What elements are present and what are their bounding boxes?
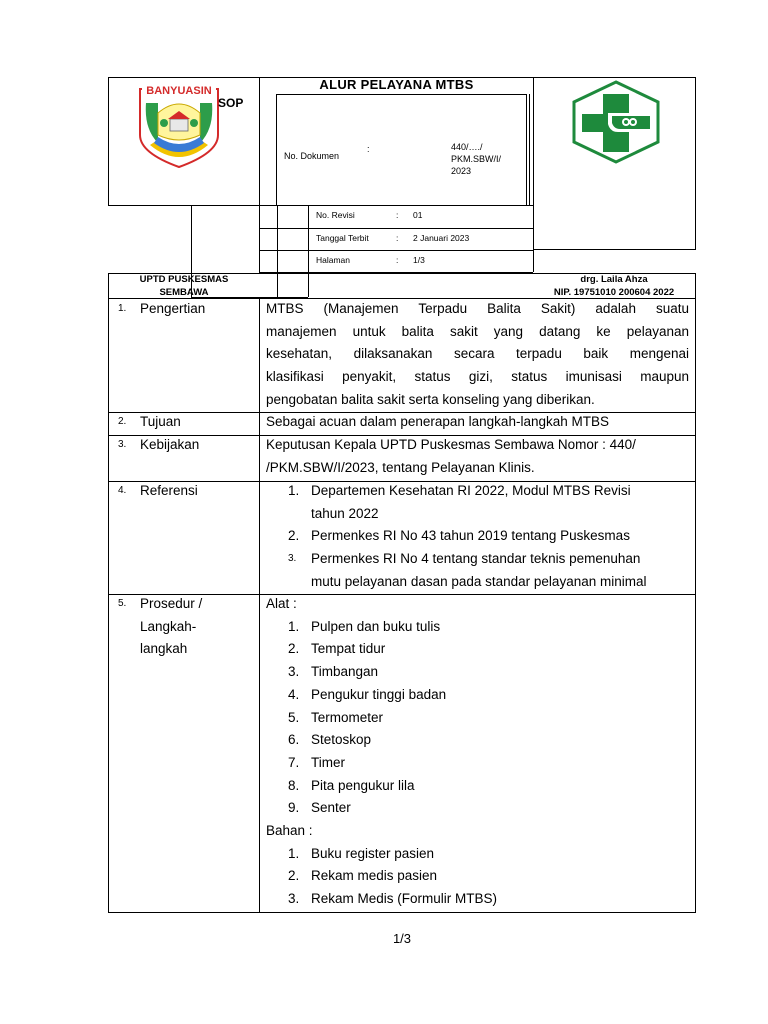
list-number: 9. <box>288 800 300 816</box>
list-item <box>266 661 690 684</box>
list-item <box>266 525 690 548</box>
tujuan-text: Sebagai acuan dalam penerapan langkah-langkah MTBS <box>266 414 609 429</box>
text-line: tahun 2022 <box>311 505 379 521</box>
text-line: Permenkes RI No 43 tahun 2019 tentang Puskesmas <box>311 528 630 544</box>
banyuasin-logo <box>136 83 222 169</box>
list-item <box>266 843 690 866</box>
bahan-list <box>266 843 690 911</box>
list-item <box>266 616 690 639</box>
list-text: Buku register pasien <box>311 845 435 861</box>
kebijakan-text <box>266 434 690 479</box>
list-text: Pengukur tinggi badan <box>311 686 447 702</box>
text-line: Departemen Kesehatan RI 2022, Modul MTBS Revisi <box>311 483 631 498</box>
list-text: Senter <box>311 800 351 816</box>
list-item <box>266 480 690 525</box>
doc-no-colon: : <box>367 144 370 154</box>
list-number: 2. <box>288 868 300 884</box>
list-text: Pulpen dan buku tulis <box>311 618 441 634</box>
list-number: 1. <box>288 483 300 498</box>
text-line: mutu pelayanan dasan pada standar pelayanan minimal <box>311 573 647 589</box>
list-item <box>266 865 690 888</box>
section-number: 3. <box>118 439 127 450</box>
list-text: Tempat tidur <box>311 641 386 657</box>
text-line: manajemen untuk balita sakit yang datang ke pelayanan <box>266 323 689 339</box>
list-number: 3. <box>288 664 300 680</box>
list-text: Timer <box>311 754 345 770</box>
sop-label: SOP <box>218 96 244 110</box>
doc-no-label: No. Dokumen <box>284 151 340 161</box>
text-line: klasifikasi penyakit, status gizi, status imunisasi maupun <box>266 369 689 385</box>
unit-name-line: SEMBAWA <box>159 287 209 298</box>
section-label-pengertian: Pengertian <box>140 301 206 316</box>
page-colon: : <box>396 255 399 265</box>
list-number: 1. <box>288 618 300 634</box>
text-line: kesehatan, dilaksanakan secara terpadu baik mengenai <box>266 346 689 362</box>
list-text: Rekam medis pasien <box>311 868 438 884</box>
text-line: Keputusan Kepala UPTD Puskesmas Sembawa Nomor : 440/ <box>266 437 636 452</box>
list-text: Pita pengukur lila <box>311 777 415 793</box>
page-value: 1/3 <box>413 255 425 265</box>
list-text: Termometer <box>311 709 384 725</box>
list-number: 6. <box>288 732 300 748</box>
doc-no-value <box>451 141 501 177</box>
document-title: ALUR PELAYANA MTBS <box>319 77 474 92</box>
alat-heading: Alat : <box>266 596 297 611</box>
text-line: pengobatan balita sakit serta konseling yang diberikan. <box>266 391 595 407</box>
pengertian-text <box>266 298 689 412</box>
page-number: 1/3 <box>392 931 412 946</box>
text-line: Permenkes RI No 4 tentang standar teknis pemenuhan <box>311 551 641 567</box>
list-number: 5. <box>288 709 300 725</box>
list-item <box>266 707 690 730</box>
list-number: 1. <box>288 845 300 861</box>
list-number: 3. <box>288 891 300 907</box>
section-label-kebijakan: Kebijakan <box>140 437 200 452</box>
doc-no-value-line: PKM.SBW/I/ <box>451 154 502 164</box>
list-text: Rekam Medis (Formulir MTBS) <box>311 891 498 907</box>
section-number: 4. <box>118 485 127 496</box>
label-line: Prosedur / <box>140 596 203 611</box>
doc-no-value-line: 440/…./ <box>451 142 483 152</box>
section-label-tujuan: Tujuan <box>140 414 181 429</box>
list-item <box>266 638 690 661</box>
list-item <box>266 548 690 593</box>
list-item <box>266 775 690 798</box>
doc-no-value-line: 2023 <box>451 166 472 176</box>
list-item <box>266 729 690 752</box>
referensi-list <box>266 480 690 594</box>
prosedur-content <box>266 593 690 911</box>
section-label-prosedur <box>140 593 202 661</box>
label-line: Langkah- <box>140 618 197 634</box>
logo-text: BANYUASIN <box>146 85 212 97</box>
list-item <box>266 888 690 911</box>
issue-date-value: 2 Januari 2023 <box>413 233 470 243</box>
list-number: 4. <box>288 686 300 702</box>
list-item <box>266 684 690 707</box>
list-number: 3. <box>288 553 297 565</box>
list-number: 2. <box>288 641 300 657</box>
unit-name <box>110 273 258 299</box>
alat-list <box>266 616 690 820</box>
section-number: 5. <box>118 598 127 609</box>
section-label-referensi: Referensi <box>140 483 198 498</box>
head-name: drg. Laila Ahza <box>580 274 648 285</box>
list-text: Timbangan <box>311 664 379 680</box>
bahan-heading: Bahan : <box>266 823 313 839</box>
list-item <box>266 797 690 820</box>
puskesmas-logo <box>570 80 662 164</box>
head-nip: NIP. 19751010 200604 2022 <box>553 287 675 298</box>
section-number: 1. <box>118 303 127 314</box>
text-line: MTBS (Manajemen Terpadu Balita Sakit) adalah suatu <box>266 301 689 316</box>
label-line: langkah <box>140 641 188 657</box>
list-number: 7. <box>288 754 300 770</box>
revision-colon: : <box>396 210 399 220</box>
list-number: 2. <box>288 528 300 544</box>
issue-date-colon: : <box>396 233 399 243</box>
revision-value: 01 <box>413 210 423 220</box>
list-item <box>266 752 690 775</box>
issue-date-label: Tanggal Terbit <box>316 233 369 243</box>
unit-name-line: UPTD PUSKESMAS <box>139 274 229 285</box>
list-number: 8. <box>288 777 300 793</box>
list-text: Stetoskop <box>311 732 372 748</box>
text-line: /PKM.SBW/I/2023, tentang Pelayanan Klinis. <box>266 459 535 475</box>
revision-label: No. Revisi <box>316 210 355 220</box>
section-number: 2. <box>118 416 127 427</box>
head-signature <box>534 273 694 299</box>
page-label: Halaman <box>316 255 351 265</box>
